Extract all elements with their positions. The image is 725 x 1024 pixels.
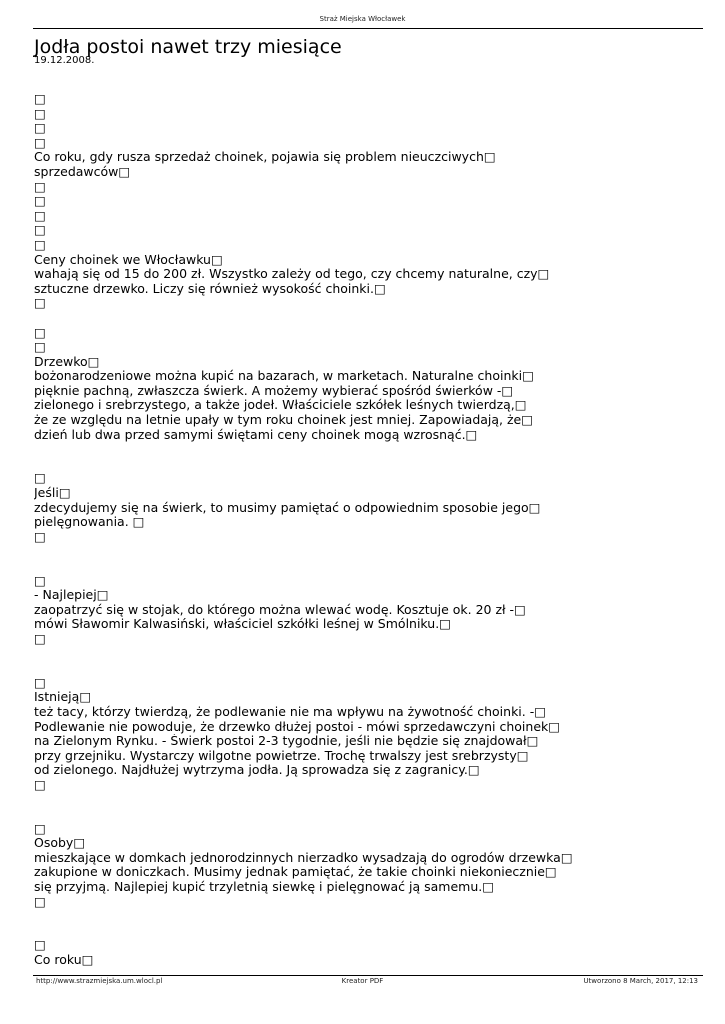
body-line: □	[34, 179, 46, 194]
body-line: zielonego i srebrzystego, a także jodeł. Właściciele szkółek leśnych twierdzą,□	[34, 398, 527, 413]
body-line: □	[34, 296, 46, 311]
body-line: że ze względu na letnie upały w tym roku choinek jest mniej. Zapowiadają, że□	[34, 413, 534, 428]
body-line: □	[34, 208, 46, 223]
body-line: bożonarodzeniowe można kupić na bazarach, w marketach. Naturalne choinki□	[34, 369, 534, 384]
body-line: □	[34, 821, 46, 836]
body-line: na Zielonym Rynku. - Świerk postoi 2-3 tygodnie, jeśli nie będzie się znajdował□	[34, 734, 539, 749]
body-line: □	[34, 121, 46, 136]
blank-line	[34, 924, 704, 939]
body-line: □	[34, 529, 46, 544]
body-line: Podlewanie nie powoduje, że drzewko dłużej postoi - mówi sprzedawczyni choinek□	[34, 719, 561, 734]
body-line: □	[34, 194, 46, 209]
footer-created: Utworzono 8 March, 2017, 12:13	[583, 977, 698, 985]
blank-line	[34, 793, 704, 808]
blank-line	[34, 544, 704, 559]
body-line: zdecydujemy się na świerk, to musimy pamiętać o odpowiednim sposobie jego□	[34, 500, 541, 515]
body-line: mówi Sławomir Kalwasiński, właściciel szkółki leśnej w Smólniku.□	[34, 617, 451, 632]
body-line: □	[34, 92, 46, 106]
body-line: □	[34, 135, 46, 150]
body-line: □	[34, 325, 46, 340]
page-header-site: Straż Miejska Włocławek	[319, 15, 406, 23]
header-rule	[33, 28, 703, 29]
footer-url[interactable]: http://www.strazmiejska.um.wlocl.pl	[36, 977, 163, 985]
blank-line	[34, 559, 704, 574]
body-line: mieszkające w domkach jednorodzinnych nierzadko wysadzają do ogrodów drzewka□	[34, 850, 573, 865]
body-line: □	[34, 675, 46, 690]
body-line: □	[34, 223, 46, 238]
body-line: □	[34, 777, 46, 792]
body-line: od zielonego. Najdłużej wytrzyma jodła. Ją sprowadza się z zagranicy.□	[34, 763, 480, 778]
footer-rule	[33, 975, 703, 976]
body-line: Co roku, gdy rusza sprzedaż choinek, pojawia się problem nieuczciwych□	[34, 150, 496, 165]
body-line: sprzedawców□	[34, 164, 131, 179]
body-line: zakupione w doniczkach. Musimy jednak pamiętać, że takie choinki niekoniecznie□	[34, 865, 557, 880]
blank-line	[34, 909, 704, 924]
article-date: 19.12.2008.	[34, 55, 95, 66]
body-line: □	[34, 237, 46, 252]
body-line: □	[34, 471, 46, 486]
body-line: sztuczne drzewko. Liczy się również wysokość choinki.□	[34, 281, 386, 296]
body-line: Jeśli□	[34, 486, 71, 501]
blank-line	[34, 807, 704, 822]
article-title: Jodła postoi nawet trzy miesiące	[34, 36, 342, 58]
body-line: Osoby□	[34, 836, 86, 851]
body-line: się przyjmą. Najlepiej kupić trzyletnią siewkę i pielęgnować ją samemu.□	[34, 880, 495, 895]
body-line: □	[34, 938, 46, 953]
article-body	[34, 92, 704, 968]
blank-line	[34, 457, 704, 472]
body-line: dzień lub dwa przed samymi świętami ceny choinek mogą wzrosnąć.□	[34, 427, 478, 442]
body-line: - Najlepiej□	[34, 588, 109, 603]
body-line: pięknie pachną, zwłaszcza świerk. A możemy wybierać spośród świerków -□	[34, 383, 514, 398]
body-line: □	[34, 573, 46, 588]
body-line: zaopatrzyć się w stojak, do którego można wlewać wodę. Kosztuje ok. 20 zł -□	[34, 602, 526, 617]
body-line: Ceny choinek we Włocławku□	[34, 252, 223, 267]
blank-line	[34, 311, 704, 326]
footer-generator: Kreator PDF	[341, 977, 384, 985]
body-line: □	[34, 894, 46, 909]
body-line: □	[34, 340, 46, 355]
blank-line	[34, 661, 704, 676]
body-line: też tacy, którzy twierdzą, że podlewanie nie ma wpływu na żywotność choinki. -□	[34, 704, 547, 719]
body-line: □	[34, 106, 46, 121]
body-line: Istnieją□	[34, 690, 92, 705]
body-line: wahają się od 15 do 200 zł. Wszystko zależy od tego, czy chcemy naturalne, czy□	[34, 267, 550, 282]
body-line: Co roku□	[34, 953, 94, 968]
body-line: przy grzejniku. Wystarczy wilgotne powietrze. Trochę trwalszy jest srebrzysty□	[34, 748, 529, 763]
body-line: pielęgnowania. □	[34, 515, 145, 530]
body-line: Drzewko□	[34, 354, 100, 369]
blank-line	[34, 647, 704, 662]
body-line: □	[34, 631, 46, 646]
blank-line	[34, 442, 704, 457]
